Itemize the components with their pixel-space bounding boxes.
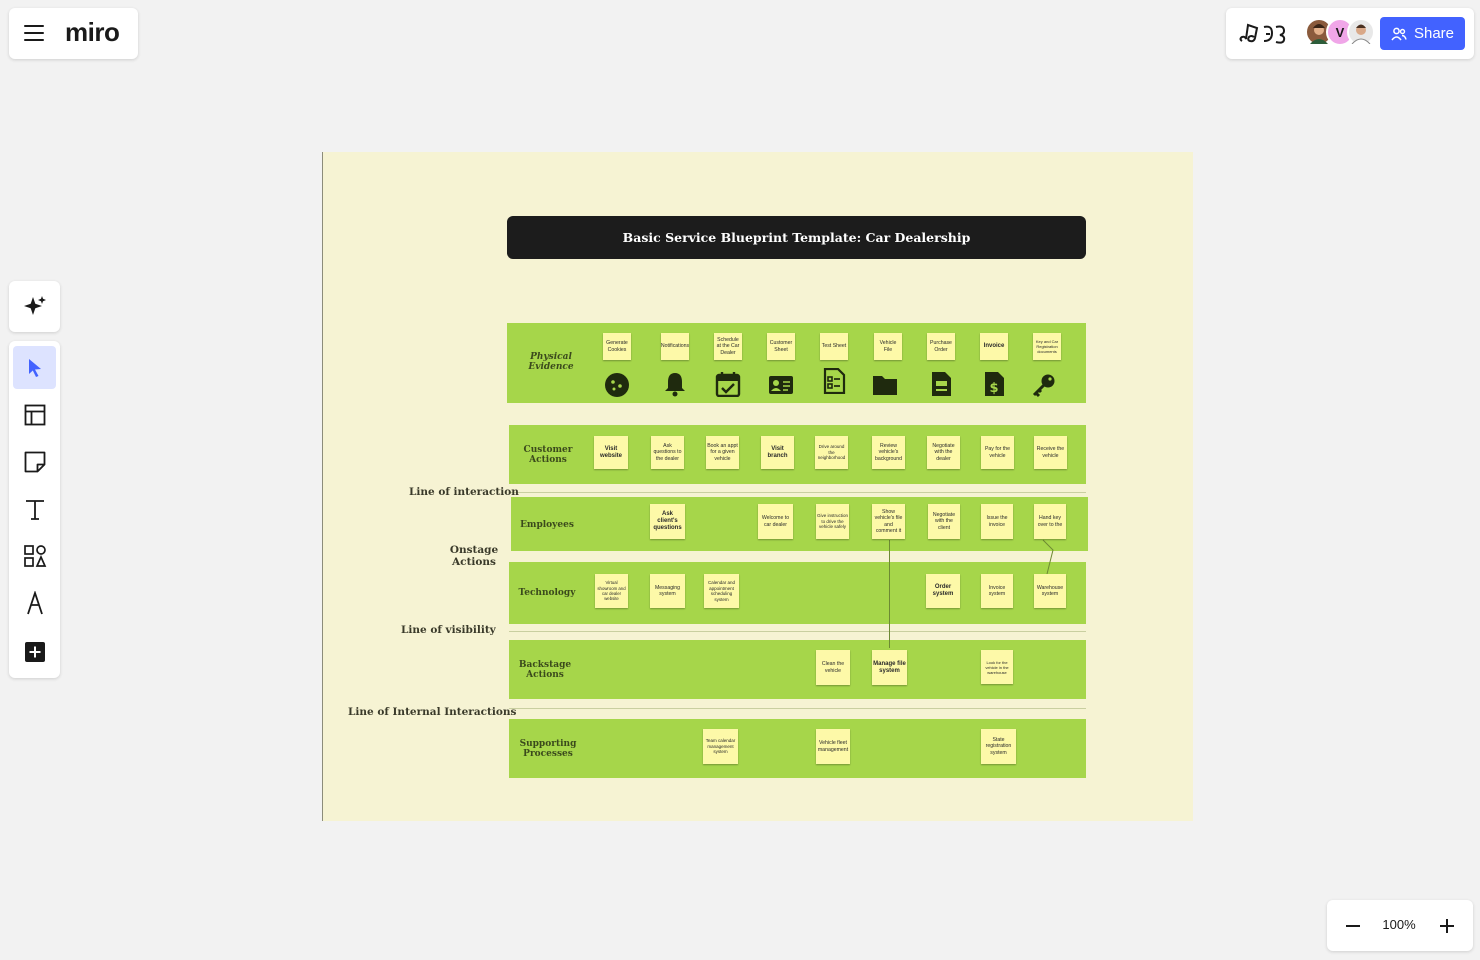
- sticky-note[interactable]: Invoice system: [981, 574, 1013, 608]
- sticky-note[interactable]: Test Sheet: [820, 333, 848, 360]
- lane-label-customer-actions: Customer Actions: [523, 445, 573, 465]
- line-of-interaction-label: Line of interaction: [409, 486, 519, 498]
- sticky-note[interactable]: Visit branch: [761, 436, 794, 469]
- sticky-note[interactable]: Purchase Order: [927, 333, 955, 360]
- minus-icon: [1345, 918, 1361, 934]
- sticky-note[interactable]: Notifications: [661, 333, 689, 360]
- invoice-dollar-icon[interactable]: [981, 371, 1007, 397]
- sticky-note[interactable]: Team calendar management system: [703, 729, 738, 764]
- shapes-icon: [23, 544, 47, 568]
- key-icon[interactable]: [1031, 373, 1057, 399]
- creation-toolbar: [9, 341, 60, 678]
- id-card-icon[interactable]: [768, 372, 794, 398]
- plus-square-icon: [24, 641, 46, 663]
- share-label: Share: [1413, 25, 1455, 42]
- sticky-note[interactable]: Visit website: [594, 436, 628, 469]
- hamburger-menu-icon[interactable]: [24, 25, 44, 42]
- sticky-note-icon: [24, 451, 46, 473]
- shapes-tool[interactable]: [13, 534, 56, 577]
- text-icon: [24, 498, 46, 520]
- main-menu-panel: [9, 8, 138, 59]
- visibility-line: [509, 631, 1086, 632]
- sticky-note[interactable]: Virtual showroom and car dealer website: [595, 574, 628, 608]
- connector-line: [889, 540, 890, 648]
- sticky-note[interactable]: Ask client's questions: [650, 504, 685, 539]
- svg-text:$: $: [989, 381, 999, 396]
- line-of-internal-interactions-label: Line of Internal Interactions: [348, 706, 517, 718]
- lane-label-physical-evidence: Physical Evidence: [528, 352, 574, 372]
- calendar-check-icon[interactable]: [715, 371, 741, 397]
- sticky-note[interactable]: Ask questions to the dealer: [651, 436, 684, 469]
- lane-label-technology: Technology: [518, 588, 576, 598]
- checklist-icon[interactable]: [821, 368, 847, 394]
- sticky-note-tool[interactable]: [13, 440, 56, 483]
- people-icon: [1391, 27, 1407, 41]
- lane-label-supporting-processes: Supporting Processes: [519, 739, 577, 759]
- sticky-note[interactable]: Receive the vehicle: [1034, 436, 1067, 469]
- bell-icon[interactable]: [662, 371, 688, 397]
- plus-icon: [1439, 918, 1455, 934]
- sticky-note[interactable]: Book an appt for a given vehicle: [706, 436, 739, 469]
- collaborator-avatar[interactable]: V: [1326, 18, 1354, 46]
- collaborator-avatar[interactable]: [1347, 18, 1375, 46]
- sticky-note[interactable]: Schedule at the Car Dealer: [714, 333, 742, 360]
- select-tool[interactable]: [13, 346, 56, 389]
- pen-icon: [25, 591, 45, 615]
- sticky-note[interactable]: Key and Car Registration documents: [1033, 333, 1061, 360]
- text-tool[interactable]: [13, 487, 56, 530]
- ai-assist-button[interactable]: [9, 281, 60, 332]
- sticky-note[interactable]: Negotiate with the client: [928, 504, 960, 539]
- sticky-note[interactable]: Look for the vehicle in the warehouse: [981, 650, 1013, 684]
- sticky-note[interactable]: Drive around the neighborhood: [815, 436, 848, 469]
- sticky-note[interactable]: Vehicle File: [874, 333, 902, 360]
- sticky-note[interactable]: Warehouse system: [1034, 574, 1066, 608]
- sticky-note[interactable]: Generate Cookies: [603, 333, 631, 360]
- zoom-out-button[interactable]: [1337, 910, 1368, 941]
- share-button[interactable]: [1380, 17, 1465, 50]
- sticky-note[interactable]: Give instruction to drive the vehicle safely: [816, 504, 849, 539]
- cursor-icon: [26, 358, 44, 378]
- sparkle-icon: [23, 295, 47, 319]
- sticky-note[interactable]: Clean the vehicle: [816, 650, 850, 685]
- sticky-note[interactable]: Hand key over to the: [1034, 504, 1066, 539]
- templates-tool[interactable]: [13, 393, 56, 436]
- sticky-note[interactable]: Order system: [926, 574, 960, 608]
- lane-label-employees: Employees: [520, 520, 574, 530]
- sticky-note[interactable]: Manage file system: [872, 650, 907, 685]
- sticky-note[interactable]: Issue the invoice: [981, 504, 1013, 539]
- sticky-note[interactable]: Invoice: [980, 333, 1008, 360]
- pen-tool[interactable]: [13, 581, 56, 624]
- zoom-in-button[interactable]: [1431, 910, 1462, 941]
- interaction-line: [509, 492, 1086, 493]
- reactions-icon[interactable]: [1238, 21, 1288, 47]
- sticky-note[interactable]: Messaging system: [650, 574, 685, 608]
- order-document-icon[interactable]: [928, 371, 954, 397]
- sticky-note[interactable]: State registration system: [981, 729, 1016, 764]
- onstage-actions-label: Onstage Actions: [449, 544, 499, 568]
- sticky-note[interactable]: Calendar and appointment scheduling system: [704, 574, 739, 608]
- collaboration-panel: [1226, 8, 1474, 59]
- blueprint-frame[interactable]: [322, 152, 1193, 821]
- cookie-icon[interactable]: [604, 372, 630, 398]
- sticky-note[interactable]: Review vehicle's background: [872, 436, 905, 469]
- miro-logo[interactable]: miro: [65, 17, 120, 47]
- internal-interaction-line: [509, 708, 1086, 709]
- more-tools-button[interactable]: [13, 630, 56, 673]
- line-of-visibility-label: Line of visibility: [401, 624, 496, 636]
- sticky-note[interactable]: Customer Sheet: [767, 333, 795, 360]
- zoom-level[interactable]: 100%: [1382, 917, 1416, 932]
- sticky-note[interactable]: Pay for the vehicle: [981, 436, 1014, 469]
- sticky-note[interactable]: Welcome to car dealer: [758, 504, 793, 539]
- connector-line: [1041, 538, 1061, 576]
- sticky-note[interactable]: Show vehicle's file and comment it: [872, 504, 905, 539]
- template-icon: [24, 404, 46, 426]
- folder-icon[interactable]: [872, 371, 898, 397]
- lane-label-backstage-actions: Backstage Actions: [518, 660, 572, 680]
- zoom-controls: [1327, 900, 1473, 951]
- sticky-note[interactable]: Vehicle fleet management: [816, 729, 850, 764]
- sticky-note[interactable]: Negotiate with the dealer: [927, 436, 960, 469]
- board-title[interactable]: Basic Service Blueprint Template: Car Dealership: [507, 216, 1086, 259]
